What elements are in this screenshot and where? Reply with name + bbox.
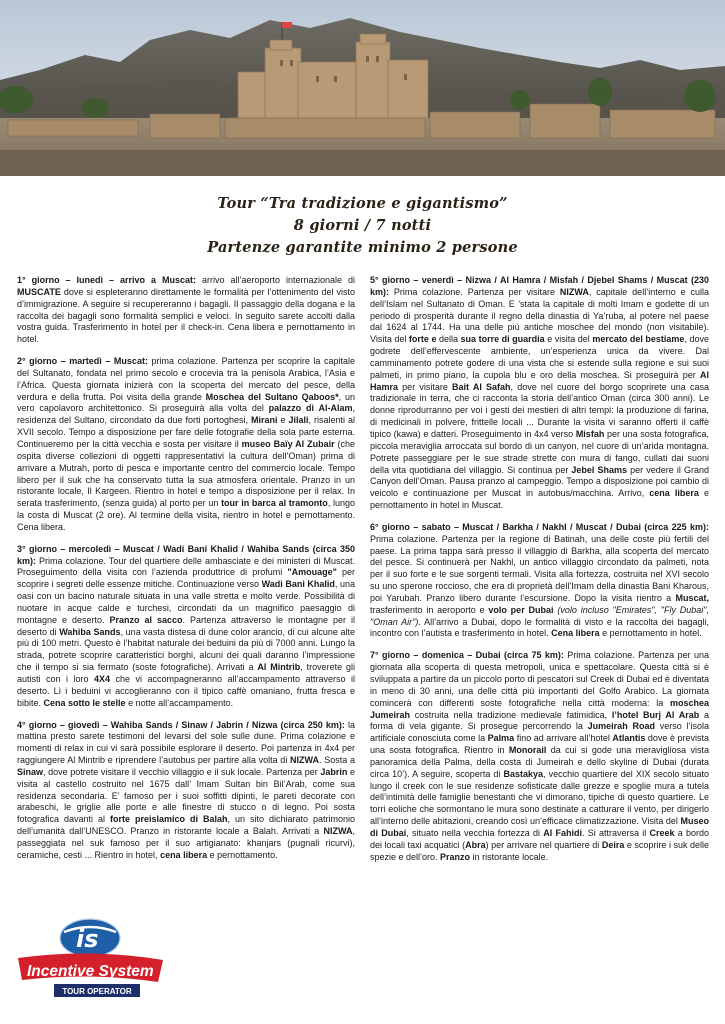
body-text: , dove potrete visitare il vecchio villaggio e il suk locale. Partenza per bbox=[43, 766, 321, 777]
body-text: Prima colazione. Partenza per una giornata alla scoperta di questa metropoli, unica e spettacolare. Questa città si è sviluppata a partire da un piccolo porto di pescatori sul Creek di Dubai ed è diventata in meno di 30 anni, una delle città più importanti del Golfo Arabico. La giornata comincerà con differenti soste fotografiche nella città moderna: la bbox=[370, 650, 710, 708]
highlight-text: palazzo di Al-Alam bbox=[268, 403, 353, 414]
fort-landscape-illustration bbox=[0, 0, 725, 176]
tour-title: Tour “Tra tradizione e gigantismo” bbox=[217, 195, 508, 212]
body-text: e bbox=[277, 415, 289, 426]
body-text: , troverete gli autisti con i loro bbox=[17, 662, 355, 684]
svg-text:Incentive System: Incentive System bbox=[27, 963, 154, 980]
body-text: , una vasta distesa di dune color arancio, di cui alcune alte più di 100 metri. Questo è l’habitat naturale dei beduini da più di 7000 anni. Lungo la strada, potrete scoprire caratteristici borghi, alcuni dei quali daranno l’impressione che il tempo si sia fermato (soste fotografiche). Arrivati a bbox=[17, 626, 355, 673]
body-text: , dove nel cuore del borgo scoprirete una casa tradizionale in terra, che ci racconta la storia dell’antico Oman (circa 300 anni). Le donne riprodurranno per voi i gesti dei mestieri di altri tempi: la produzione di farina, di medicinali in polvere, frittelle locali ... Durante la visita vi saranno offerti il caffè tipico (kawa) e datteri. Proseguimento in 4x4 verso bbox=[370, 381, 709, 439]
body-text: All’arrivo a Dubai, dopo le formalità di visto e la raccolta dei bagagli, incontro con l’autista e trasferimento in hotel. bbox=[370, 616, 709, 639]
highlight-text: Pranzo bbox=[440, 851, 471, 862]
itinerary-day-3 bbox=[17, 544, 355, 710]
body-text: a bordo dei locali taxi acquatici ( bbox=[370, 827, 710, 850]
highlight-text: Museo di Dubai bbox=[370, 816, 709, 838]
highlight-text: Pranzo al sacco bbox=[109, 614, 183, 625]
highlight-text: NIZWA bbox=[323, 826, 353, 837]
highlight-text: MUSCATE bbox=[17, 286, 61, 297]
highlight-text: Sinaw bbox=[17, 766, 44, 777]
tour-departure-note: Partenze garantite minimo 2 persone bbox=[207, 239, 518, 256]
tour-title-block bbox=[0, 193, 725, 259]
itinerary-left-column bbox=[17, 275, 355, 872]
highlight-text: Creek bbox=[649, 827, 675, 838]
itinerary-day-2 bbox=[17, 356, 355, 534]
highlight-text: cena libera bbox=[160, 849, 208, 860]
highlight-text: Palma bbox=[487, 733, 515, 744]
highlight-text: sua torre di guardia bbox=[460, 334, 545, 345]
day-heading: 1° giorno – lunedì – arrivo a Muscat: bbox=[17, 275, 196, 285]
highlight-text: Bait Al Safah bbox=[452, 381, 511, 392]
highlight-text: Misfah bbox=[575, 428, 605, 439]
highlight-text: Jabrin bbox=[320, 766, 348, 777]
highlight-text: moschea Jumeirah bbox=[370, 697, 709, 720]
body-text: la mattina presto sarete testimoni del levarsi del sole sulle dune. Prima colazione e momenti di relax in cui vi sarà possibile esplorare il deserto. Poi partenza in 4x4 per raggiungere Al Mintrib e riprendere l’autobus per partire alla volta di bbox=[17, 719, 355, 766]
svg-text:TOUR OPERATOR: TOUR OPERATOR bbox=[62, 987, 132, 996]
highlight-text: Abra bbox=[465, 839, 486, 850]
highlight-text: mercato del bestiame bbox=[592, 334, 685, 345]
body-text: per una sosta fotografica, piccola meraviglia arroccata sul bordo di un canyon, nel cuore di un’arida montagna. Potrete passeggiare per le sue strade strette con mura di fango, cullati dai suoni della vita quotidiana del villaggio. Si continua per bbox=[370, 428, 709, 475]
body-text: ) per arrivare nel quartiere di bbox=[485, 839, 602, 850]
body-text: dove si espleteranno direttamente le formalità per l’ottenimento del visto d’immigrazione. A seguire si recupereranno i bagagli. Il passaggio della dogana e la raccolta dei bagagli sono formalità semplici e veloci. In seguito sarete accolti dalla vostra guida. Trasferimento in hotel per il check-in. Cena libera e pernottamento in hotel. bbox=[17, 286, 355, 345]
body-text: . Si attraversa il bbox=[582, 827, 650, 838]
body-text: per vedere il Grand Canyon dell’Oman. Pausa pranzo al campeggio. Tempo a disposizione poi cambio di veicolo e continuazione per Muscat in autobus/macchina. Arrivo, bbox=[370, 464, 709, 499]
body-text: , una oasi con un bacino naturale situata in una valle stretta e molto verde. Possibilità di nuotare in acque calde e turchesi, circondati da un magnifico paesaggio di montagne e deserto. bbox=[17, 579, 355, 625]
highlight-text: Al Hamra bbox=[370, 369, 709, 392]
highlight-text: museo Baïy Al Zubair bbox=[241, 438, 335, 449]
body-text: , dove godrete dell’effervescente ambiente, un’esperienza unica da vivere. Dal camminamento potrete godere di una vista che si estende sulla regione e sui suoi palmeti, in primo piano, la cupola blu e oro della moschea. Si proseguirà per bbox=[370, 334, 709, 380]
body-text: , un vero capolavoro architettonico. Si proseguirà alla volta del bbox=[17, 391, 355, 414]
highlight-text: Cena libera bbox=[551, 628, 600, 639]
body-text: da cui si gode una meravigliosa vista panoramica della Palma, della costa di Jumeirah e dello skyline di Dubai (durata circa 10’). A seguire, scoperta di bbox=[370, 745, 709, 779]
highlight-text: Moschea del Sultano Qaboos* bbox=[205, 391, 339, 402]
highlight-text: Atlantis bbox=[612, 733, 646, 744]
body-text: , vecchio quartiere del XIX secolo situato lungo il creek con le sue residenze sofisticate dalle grezze e spoglie mura a tutela dell’intimità delle famiglie benestanti che vi dimorano, tipiche di questo quartiere. Le torri eoliche che sormontano le mura sono destinate a catturare il vento, per dirigerlo all’interno delle abitazioni, creando così un’efficace climatizzazione. Visita del bbox=[370, 768, 709, 827]
body-text: della bbox=[436, 334, 461, 345]
body-text: per visitare bbox=[398, 381, 453, 392]
highlight-text: Mirani bbox=[251, 415, 278, 426]
highlight-text: volo per Dubai bbox=[488, 604, 554, 615]
highlight-text: Wadi Bani Khalid bbox=[261, 579, 335, 590]
highlight-text: Wahiba Sands bbox=[59, 626, 121, 637]
body-text: arrivo all’aeroporto internazionale di bbox=[196, 275, 355, 285]
body-text: , residenza del Sultano, circondato da due forti portoghesi, bbox=[17, 403, 355, 426]
highlight-text: Al Mintrib bbox=[257, 662, 301, 673]
body-text: , capitale dell’interno e culla dell’Islam nel Sultanato di Oman. E ’stata la capitale di molti Imam e godette di un periodo di prosperità durante il regno della dinastia di Ya’ruba, al potere nel paese dal 1624 al 1744. Ha una delle più antiche moschee del mondo (non visitabile). Visita del bbox=[370, 286, 709, 345]
itinerary-day-4 bbox=[17, 720, 355, 862]
body-text: (che ospita diverse collezioni di oggetti rappresentativi la cultura dell’Oman) prima di arrivare a Mutrah, porto di pesca e importante centro del commercio locale. Tempo libero per il suk che ha conservato tutta la sua atmosfera orientale. Pranzo in un ristorante locale, Il Kargeen. Rientro in hotel e tempo a disposizione per il relax. In serata trasferimento, (senza guida) al porto per un bbox=[17, 438, 355, 509]
body-text: per scoprire i segreti delle essenze mitiche. Continuazione verso bbox=[17, 567, 355, 590]
body-text: , risalenti al XVII secolo. Tempo a disposizione per fare delle fotografie della sola parte esterna. Continueremo per la città vecchia e sosta per visitare il bbox=[17, 415, 355, 449]
highlight-text: Deira bbox=[601, 839, 625, 850]
highlight-text: 4X4 bbox=[93, 674, 110, 684]
body-text: . Partenza attraverso le montagne per il deserto di bbox=[17, 614, 355, 637]
highlight-text: Jebel Shams bbox=[571, 464, 628, 475]
highlight-text: tour in barca al tramonto bbox=[221, 498, 328, 509]
body-text: dove è prevista una sosta fotografica. Rientro in bbox=[370, 733, 709, 756]
day-heading: 6° giorno – sabato – Muscat / Barkha / Nakhl / Muscat / Dubai (circa 225 km): bbox=[370, 521, 709, 532]
day-heading: 2° giorno – martedì – Muscat: bbox=[17, 356, 148, 367]
itinerary-right-column bbox=[370, 275, 709, 874]
highlight-text: forte preislamico di Balah bbox=[110, 814, 228, 825]
day-heading: 5° giorno – venerdì – Nizwa / Al Hamra / Misfah / Djebel Shams / Muscat (230 km): bbox=[370, 275, 709, 297]
body-text: e pernottamento in hotel. bbox=[599, 628, 702, 639]
highlight-text: NIZWA bbox=[559, 286, 589, 297]
highlight-text: cena libera bbox=[649, 488, 699, 499]
itinerary-day-7 bbox=[370, 650, 709, 863]
highlight-text: "Amouage" bbox=[287, 567, 337, 578]
itinerary-day-1 bbox=[17, 275, 355, 346]
highlight-text: Muscat, bbox=[675, 592, 709, 603]
hero-photo-fort bbox=[0, 0, 725, 176]
body-text: trasferimento in aeroporto e bbox=[370, 604, 489, 615]
body-text: prima colazione. Partenza per scoprire la capitale del Sultanato, fondata nel primo secolo e crocevia tra la penisola Arabica, l’Asia e l’Africa. Questa giornata inizierà con la scoperta del mercato del pesce, della verdura e della frutta. Poi visita della grande bbox=[17, 356, 355, 402]
highlight-text: NIZWA bbox=[290, 755, 320, 766]
highlight-text: Cena sotto le stelle bbox=[43, 697, 126, 708]
body-text: verso l’isola artificiale conosciuta come la bbox=[370, 721, 709, 744]
day-heading: 7° giorno – domenica – Dubai (circa 75 km): bbox=[370, 650, 564, 661]
body-text: e scoprire i suk delle spezie e dell’oro. bbox=[370, 839, 710, 862]
day-heading: 4° giorno – giovedì – Wahiba Sands / Sinaw / Jabrin / Nizwa (circa 250 km): bbox=[17, 719, 345, 730]
body-text: che vi accompagneranno all’accampamento attraverso il deserto. Lì i beduini vi accoglieranno con il tipico caffè omaniano, frutta fresca e bibite. bbox=[17, 674, 355, 708]
body-text: e notte all’accampamento. bbox=[125, 697, 234, 708]
italic-note: (volo incluso "Emirates", "Fly Dubai", "Oman Air"). bbox=[370, 604, 709, 627]
body-text: in ristorante locale. bbox=[470, 851, 549, 862]
highlight-text: Monorail bbox=[508, 745, 547, 756]
body-text: e visita del bbox=[544, 334, 593, 345]
body-text: , passeggiata nel suk famoso per il suo artigianato: khanjars (pugnali ricurvi), ceramiche, cesti ... Rientro in hotel, bbox=[17, 826, 355, 860]
body-text: Prima colazione. Partenza per visitare bbox=[389, 286, 560, 297]
body-text: , situato nella vecchia fortezza di bbox=[406, 827, 544, 838]
highlight-text: Jilali bbox=[288, 415, 309, 426]
highlight-text: Jumeirah Road bbox=[587, 721, 655, 732]
highlight-text: l’hotel Burj Al Arab bbox=[611, 709, 700, 720]
itinerary-day-5 bbox=[370, 275, 709, 512]
body-text: e visita al castello costruito nel 1675 dall’ Imam Sultan bin Bil’Arab, come sua residenza secondaria. E’ famoso per i suoi soffitti dipinti, le pareti decorate con arabeschi, le griglie alle porte e alle finestre di stucco o di legno. Poi sosta fotografica davanti al bbox=[17, 766, 355, 825]
svg-text:is: is bbox=[76, 925, 99, 953]
highlight-text: forte e bbox=[408, 334, 437, 345]
body-text: , un sito dichiarato patrimonio dell’umanità dall’UNESCO. Pranzo in ristorante locale a Balah. Arrivati a bbox=[17, 814, 355, 837]
tour-duration: 8 giorni / 7 notti bbox=[293, 217, 432, 234]
highlight-text: Al Fahidi bbox=[543, 827, 582, 838]
body-text: Prima colazione. Partenza per la regione di Batinah, una delle coste più fertili del paese. La prima tappa sarà presso il villaggio di Barkha, alla scoperta del mercato del pesce. Si continuerà per Nakhl, un antico villaggio circondato da palmeti, nota per il suo forte e le sue sorgenti termali. Visita alla fortezza, costruita nel XVI secolo su uno sperone roccioso, che era di proprietà dell’Imam della dinastia Bani Kharous, poi Yarubah. Pranzo libero durante l’escursione. Dopo la visita rientro a bbox=[370, 533, 709, 603]
body-text: e pernottamento. bbox=[207, 849, 278, 860]
incentive-system-logo bbox=[18, 918, 163, 1000]
body-text: costruita nella tradizione medievale fatimidica, bbox=[410, 709, 612, 720]
body-text: , lungo la costa di Muscat (2 ore). Al termine della visita, rientro in hotel e pernottamento. Cena libera. bbox=[17, 498, 356, 532]
highlight-text: Bastakya bbox=[503, 768, 543, 779]
body-text: fino ad arrivare all’hotel bbox=[514, 733, 613, 744]
body-text: Prima colazione. Tour del quartiere delle ambasciate e dei ministeri di Muscat. Proseguimento della visita con l’azienda produttrice di profumi bbox=[17, 555, 355, 578]
body-text: a forma di vela gigante. Si prosegue percorrendo la bbox=[370, 709, 710, 732]
day-heading: 3° giorno – mercoledì – Muscat / Wadi Bani Khalid / Wahiba Sands (circa 350 km): bbox=[17, 543, 355, 566]
body-text: e pernottamento in hotel in Muscat. bbox=[370, 488, 709, 511]
body-text: . Sosta a bbox=[319, 755, 355, 766]
itinerary-day-6 bbox=[370, 522, 709, 640]
